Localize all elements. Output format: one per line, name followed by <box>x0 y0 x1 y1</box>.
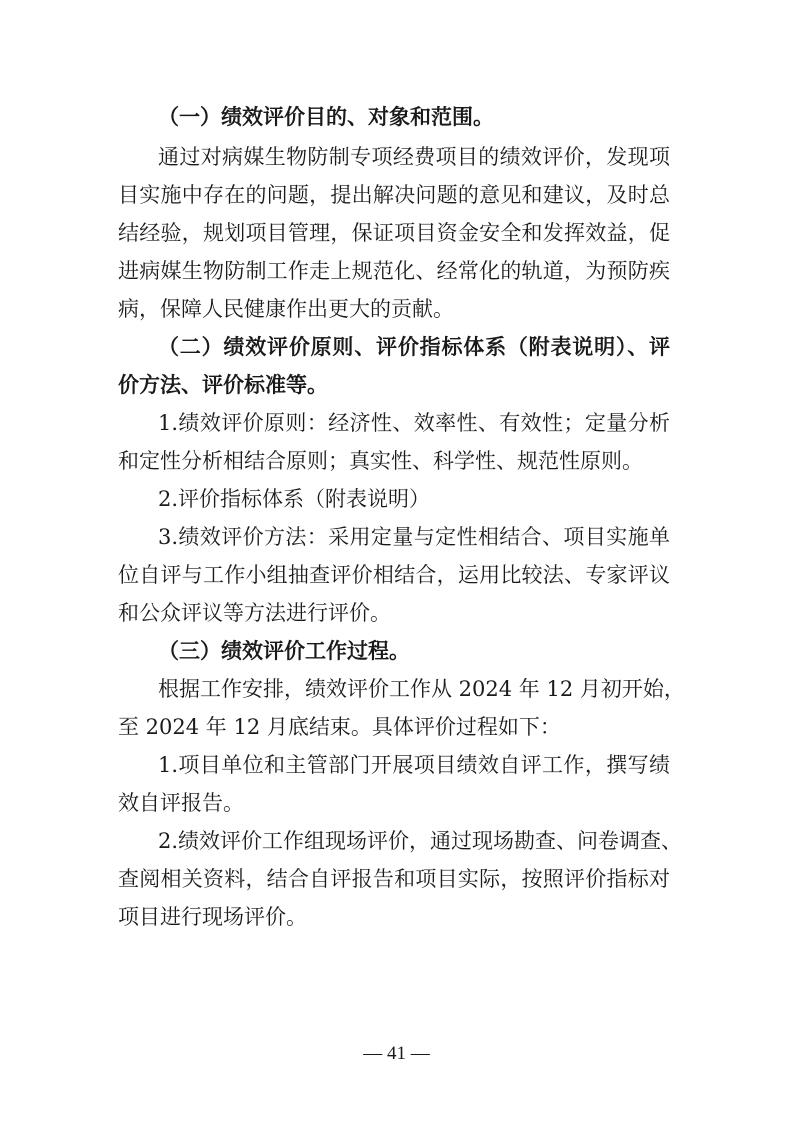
paragraph-line: 病，保障人民健康作出更大的贡献。 <box>118 297 454 321</box>
section2-heading: （二）绩效评价原则、评价指标体系（附表说明）、评 <box>158 335 670 359</box>
section3-heading: （三）绩效评价工作过程。 <box>158 639 410 663</box>
list-item-line: 和定性分析相结合原则；真实性、科学性、规范性原则。 <box>118 449 643 473</box>
paragraph-line: 进病媒生物防制工作走上规范化、经常化的轨道，为预防疾 <box>118 259 670 283</box>
list-item-line: 和公众评议等方法进行评价。 <box>118 601 391 625</box>
page-number: — 41 — <box>363 1043 430 1064</box>
list-item-line: 2.绩效评价工作组现场评价，通过现场勘查、问卷调查、 <box>158 829 683 853</box>
list-item-line: 项目进行现场评价。 <box>118 905 307 929</box>
list-item-line: 位自评与工作小组抽查评价相结合，运用比较法、专家评议 <box>118 563 670 587</box>
section1-heading: （一）绩效评价目的、对象和范围。 <box>158 105 494 129</box>
paragraph-line: 目实施中存在的问题，提出解决问题的意见和建议，及时总 <box>118 183 670 207</box>
list-item-line: 1.项目单位和主管部门开展项目绩效自评工作，撰写绩 <box>158 753 670 777</box>
list-item-line: 查阅相关资料，结合自评报告和项目实际，按照评价指标对 <box>118 867 670 891</box>
paragraph-line: 通过对病媒生物防制专项经费项目的绩效评价，发现项 <box>158 145 670 169</box>
list-item-line: 效自评报告。 <box>118 791 244 815</box>
paragraph-line: 根据工作安排，绩效评价工作从 2024 年 12 月初开始， <box>158 677 685 701</box>
paragraph-line: 结经验，规划项目管理，保证项目资金安全和发挥效益，促 <box>118 221 670 245</box>
paragraph-line: 至 2024 年 12 月底结束。具体评价过程如下： <box>118 715 561 739</box>
list-item-line: 2.评价指标体系（附表说明） <box>158 487 431 511</box>
list-item-line: 1.绩效评价原则：经济性、效率性、有效性；定量分析 <box>158 411 670 435</box>
section2-heading: 价方法、评价标准等。 <box>118 373 328 397</box>
list-item-line: 3.绩效评价方法：采用定量与定性相结合、项目实施单 <box>158 525 670 549</box>
